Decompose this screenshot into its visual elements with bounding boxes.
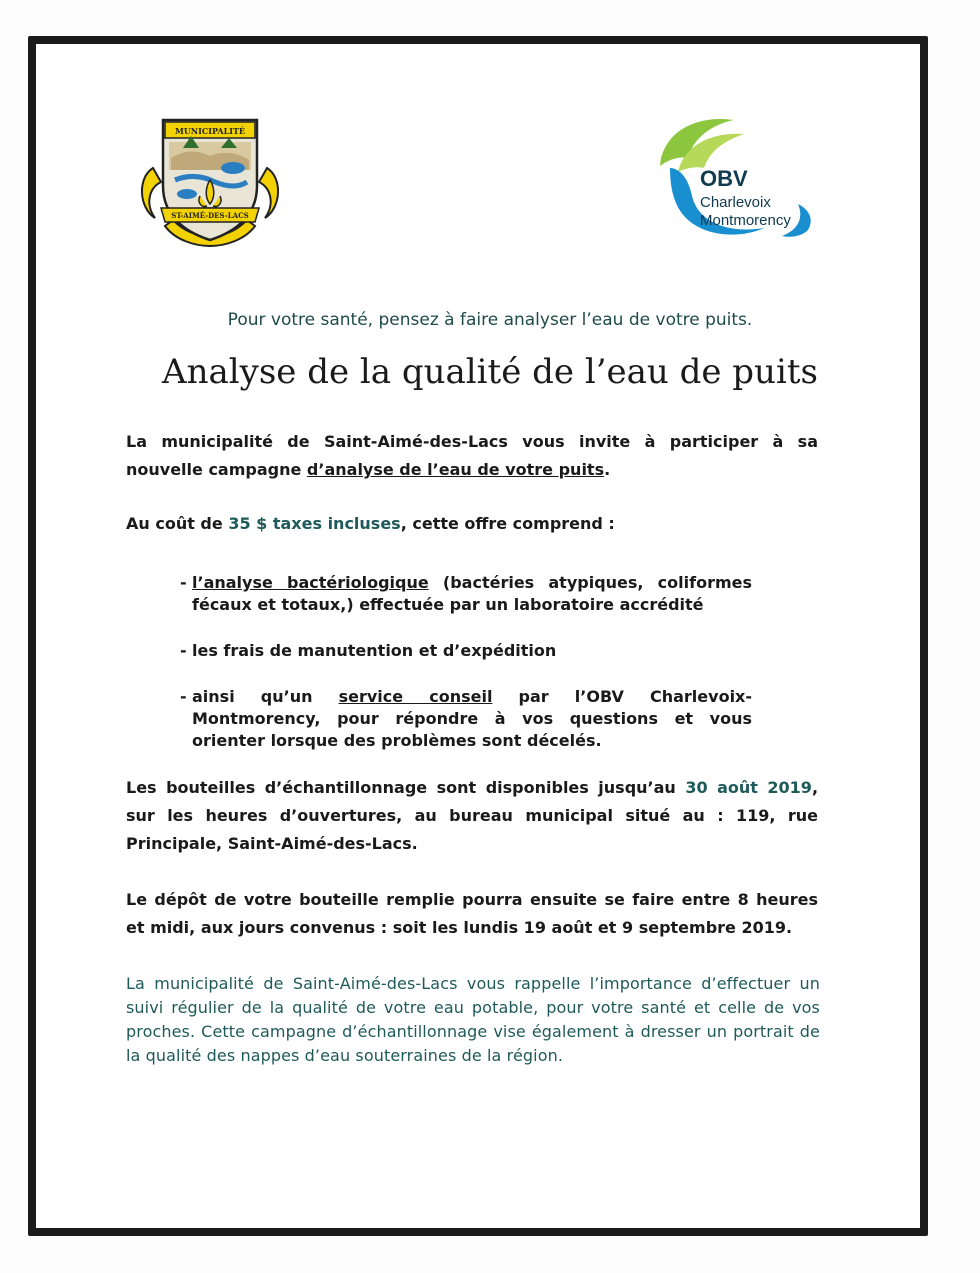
bottles-paragraph: Les bouteilles d’échantillonnage sont disponibles jusqu’au 30 août 2019, sur les heures d’ouvertures, au bureau municipal situé au : 119, rue Principale, Saint-Aimé-des-Lacs. [126,778,819,853]
crest-top-text: MUNICIPALITÉ [174,126,246,136]
price-text: 35 $ taxes incluses [228,514,401,533]
obv-name: OBV [700,166,748,191]
obv-wordmark [700,168,791,230]
list-item: - ainsi qu’un service conseil par l’OBV Charlevoix-Montmorency, pour répondre à vos questions et vous orienter lorsque des problèmes sont décelés. [180,687,753,750]
deadline-date: 30 août 2019 [685,778,812,797]
intro-underlined-text: d’analyse de l’eau de votre puits [306,460,605,479]
list-item: - les frais de manutention et d’expédition [180,641,557,660]
list-item: - l’analyse bactériologique (bactéries atypiques, coliformes fécaux et totaux,) effectuée par un laboratoire accrédité [180,573,753,614]
deposit-paragraph: Le dépôt de votre bouteille remplie pourra ensuite se faire entre 8 heures et midi, aux jours convenus : soit les lundis 19 août et 9 septembre 2019. [126,890,818,937]
municipality-crest-logo [135,108,285,258]
closing-paragraph: La municipalité de Saint-Aimé-des-Lacs vous rappelle l’importance d’effectuer un suivi régulier de la qualité de votre eau potable, pour votre santé et celle de vos proches. Cette campagne d’échantillonnage vise également à dresser un portrait de la qualité des nappes d’eau souterraines de la région. [126,974,820,1065]
cost-paragraph: Au coût de 35 $ taxes incluses, cette offre comprend : [126,514,615,533]
tagline: Pour votre santé, pensez à faire analyser l’eau de votre puits. [227,310,753,330]
page-title: Analyse de la qualité de l’eau de puits [162,352,818,392]
crest-bottom-text: ST-AIMÉ-DES-LACS [171,211,249,220]
intro-paragraph: La municipalité de Saint-Aimé-des-Lacs vous invite à participer à sa nouvelle campagne d’analyse de l’eau de votre puits. [126,432,818,479]
obv-line1: Charlevoix [700,194,771,211]
obv-line2: Montmorency [700,212,791,229]
